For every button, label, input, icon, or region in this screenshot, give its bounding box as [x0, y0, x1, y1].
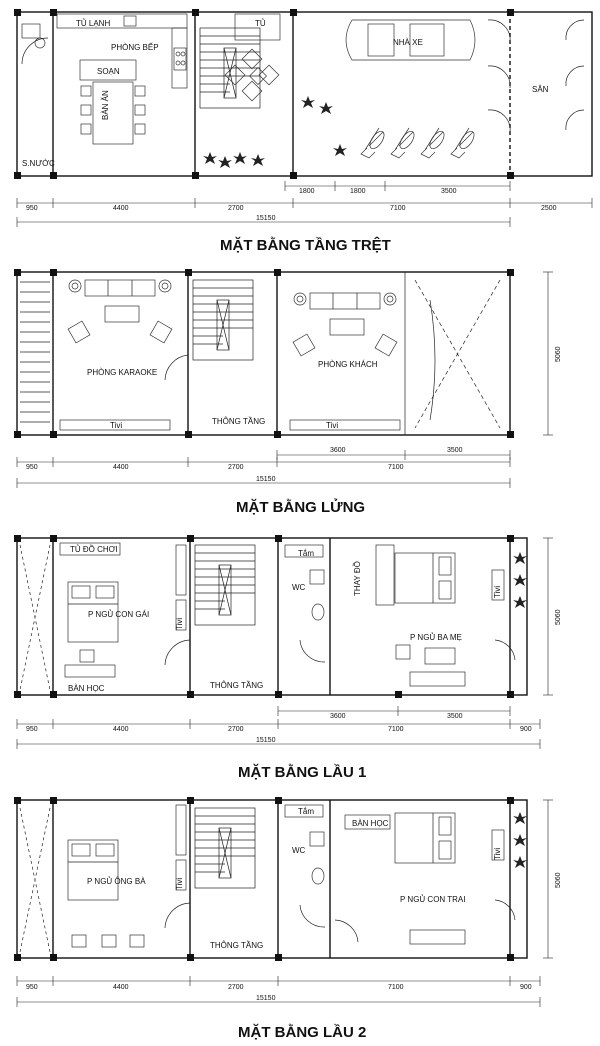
room-label-ban-hoc: BÀN HỌC: [352, 819, 389, 828]
dim-main-4: 7100: [390, 205, 406, 212]
floor-title-ground: MẶT BẰNG TẦNG TRỆT: [220, 237, 391, 254]
dim-main-2: 4400: [113, 464, 129, 471]
dim-total: 15150: [256, 215, 276, 222]
dim-main-2: 4400: [113, 726, 129, 733]
room-label-tu-lanh: TỦ LẠNH: [76, 19, 111, 28]
dim-total: 15150: [256, 737, 276, 744]
room-label-ban-hoc: BÀN HỌC: [68, 684, 105, 693]
room-label-ngu-ba-me: P NGỦ BA MẸ: [410, 633, 462, 642]
dim-main-4: 7100: [388, 464, 404, 471]
floor-1-plan: [14, 535, 562, 781]
room-label-wc: WC: [292, 583, 306, 592]
floor-title-lau-2: MẶT BẰNG LẦU 2: [238, 1024, 367, 1041]
room-label-tu-do-choi: TỦ ĐỒ CHƠI: [70, 545, 118, 554]
room-label-tam: Tắm: [298, 549, 314, 558]
dim-total: 15150: [256, 995, 276, 1002]
room-label-s-nuoc: S.NƯỚC: [22, 159, 55, 168]
room-label-thong-tang: THÔNG TẦNG: [210, 941, 264, 950]
room-label-phong-bep: PHÒNG BẾP: [111, 43, 159, 52]
room-label-ngu-con-gai: P NGỦ CON GÁI: [88, 610, 150, 619]
room-label-nha-xe: NHÀ XE: [393, 38, 423, 47]
room-label-tivi-1: Tivi: [175, 617, 184, 630]
dim-main-3: 2700: [228, 205, 244, 212]
dim-sub-1: 3600: [330, 447, 346, 454]
dim-main-1: 950: [26, 205, 38, 212]
dim-main-3: 2700: [228, 984, 244, 991]
room-label-tivi-1: Tivi: [175, 877, 184, 890]
room-label-san: SÂN: [532, 85, 549, 94]
room-label-phong-khach: PHÒNG KHÁCH: [318, 360, 378, 369]
dim-main-4: 7100: [388, 984, 404, 991]
dim-main-5: 900: [520, 726, 532, 733]
dim-main-1: 950: [26, 984, 38, 991]
dim-main-3: 2700: [228, 464, 244, 471]
room-label-tam: Tắm: [298, 807, 314, 816]
mezzanine-floor-plan: [14, 269, 562, 516]
dim-side: 5060: [555, 346, 562, 362]
dim-main-5: 2500: [541, 205, 557, 212]
dim-total: 15150: [256, 476, 276, 483]
room-label-thay-do: THAY ĐỒ: [353, 561, 362, 596]
room-label-tivi-karaoke: Tivi: [110, 421, 123, 430]
room-label-tivi-2: Tivi: [493, 847, 502, 860]
dim-main-2: 4400: [113, 984, 129, 991]
dim-side: 5060: [555, 609, 562, 625]
room-label-tivi-khach: Tivi: [326, 421, 339, 430]
room-label-tivi-2: Tivi: [493, 585, 502, 598]
ground-floor-plan: [14, 9, 592, 254]
dim-main-1: 950: [26, 726, 38, 733]
dim-sub-2: 1800: [350, 188, 366, 195]
room-label-ngu-ong-ba: P NGỦ ÔNG BÀ: [87, 877, 146, 886]
dim-main-5: 900: [520, 984, 532, 991]
dim-sub-2: 3500: [447, 447, 463, 454]
room-label-thong-tang: THÔNG TẦNG: [212, 417, 266, 426]
floor-title-mezzanine: MẶT BẰNG LỬNG: [236, 499, 366, 516]
room-label-soan: SOẠN: [97, 67, 120, 76]
dim-main-1: 950: [26, 464, 38, 471]
room-label-wc: WC: [292, 846, 306, 855]
room-label-karaoke: PHÒNG KARAOKE: [87, 368, 158, 377]
room-label-ngu-con-trai: P NGỦ CON TRAI: [400, 895, 466, 904]
room-label-ban-an: BÀN ĂN: [101, 90, 110, 120]
dim-main-2: 4400: [113, 205, 129, 212]
room-label-thong-tang: THÔNG TẦNG: [210, 681, 264, 690]
dim-main-4: 7100: [388, 726, 404, 733]
dim-sub-1: 1800: [299, 188, 315, 195]
dim-side: 5060: [555, 872, 562, 888]
dim-sub-1: 3600: [330, 713, 346, 720]
dim-main-3: 2700: [228, 726, 244, 733]
dim-sub-3: 3500: [441, 188, 457, 195]
dim-sub-2: 3500: [447, 713, 463, 720]
floor-2-plan: [14, 797, 562, 1041]
floor-title-lau-1: MẶT BẰNG LẦU 1: [238, 764, 367, 781]
room-label-tu: TỦ: [255, 19, 266, 28]
